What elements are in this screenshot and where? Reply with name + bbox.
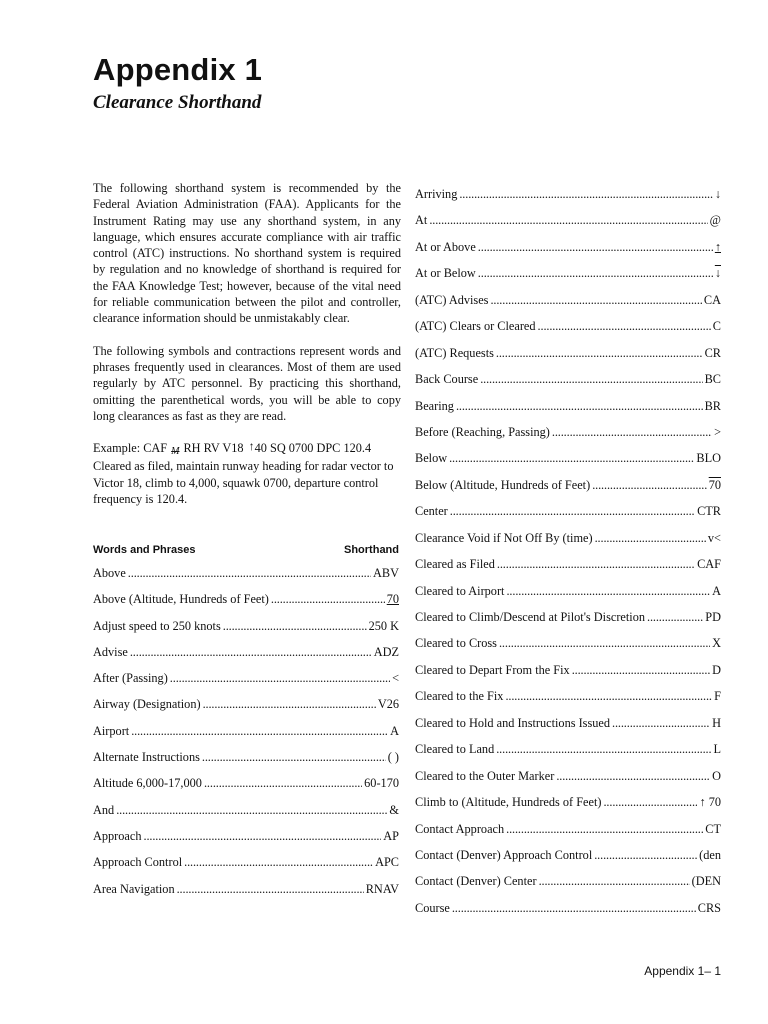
entry-shorthand: BC	[704, 372, 721, 387]
page-subtitle: Clearance Shorthand	[93, 92, 262, 113]
dot-leader	[223, 618, 367, 634]
entry-shorthand: BLO	[696, 451, 721, 466]
dot-leader	[204, 775, 362, 791]
dot-leader	[203, 696, 376, 712]
entry-shorthand: CA	[703, 292, 721, 307]
shorthand-entry	[415, 398, 721, 424]
entry-term: After (Passing)	[93, 671, 168, 686]
shorthand-entry	[93, 565, 399, 591]
dot-leader	[505, 688, 712, 704]
shorthand-entry	[415, 609, 721, 635]
entry-term: Climb to (Altitude, Hundreds of Feet)	[415, 795, 602, 810]
entry-term: Above (Altitude, Hundreds of Feet)	[93, 592, 269, 607]
shorthand-list-left	[93, 565, 399, 907]
dot-leader	[271, 591, 385, 607]
entry-term: Contact (Denver) Approach Control	[415, 847, 593, 862]
dot-leader	[538, 318, 711, 334]
entry-term: Advise	[93, 644, 128, 659]
entry-shorthand: BR	[704, 398, 721, 413]
dot-leader	[450, 503, 695, 519]
entry-shorthand: APC	[375, 855, 399, 870]
entry-term: Cleared to Hold and Instructions Issued	[415, 715, 611, 730]
shorthand-entry	[415, 583, 721, 609]
dot-leader	[572, 662, 710, 678]
entry-term: Bearing	[415, 398, 454, 413]
entry-term: Approach Control	[93, 855, 183, 870]
dot-leader	[478, 265, 713, 281]
dot-leader	[490, 292, 701, 308]
intro-paragraph-1: The following shorthand system is recommended by the Federal Aviation Administration (FAA). Applicants for the Instrument Rating may use any shorthand system, in any language, which ensures accurate compliance with air traffic control (ATC) instructions. No shorthand system is required by regulation and no knowledge of shorthand is required for the FAA Knowledge Test; however, because of the vital need for reliable communication between the pilot and controller, clearance information should be unmistakably clear.	[93, 181, 401, 326]
dot-leader	[429, 212, 707, 228]
shorthand-entry	[415, 265, 721, 291]
entry-shorthand: &	[389, 802, 399, 817]
shorthand-entry	[93, 696, 399, 722]
shorthand-entry	[415, 662, 721, 688]
example-suffix: 40 SQ 0700 DPC 120.4	[254, 441, 372, 456]
shorthand-entry	[415, 768, 721, 794]
entry-shorthand: 250 K	[368, 618, 399, 633]
at-or-below-arrow-icon: ↓	[714, 266, 721, 281]
entry-term: Alternate Instructions	[93, 750, 200, 765]
dot-leader	[116, 802, 387, 818]
entry-term: Cleared to the Outer Marker	[415, 768, 555, 783]
entry-shorthand: L	[713, 742, 721, 757]
entry-shorthand: (den	[699, 847, 721, 862]
dot-leader	[496, 345, 703, 361]
entry-term: Center	[415, 504, 448, 519]
shorthand-entry	[415, 345, 721, 371]
entry-shorthand: D	[712, 662, 721, 677]
entry-shorthand: CRS	[697, 900, 721, 915]
entry-term: At or Above	[415, 239, 476, 254]
dot-leader	[497, 556, 695, 572]
entry-term: Below	[415, 451, 448, 466]
entry-term: Cleared to Climb/Descend at Pilot's Discretion	[415, 610, 646, 624]
dot-leader	[128, 565, 371, 581]
entry-shorthand: 70	[386, 592, 399, 607]
entry-term: Cleared to Cross	[415, 636, 497, 651]
climb-arrow-icon: ↑	[248, 439, 255, 454]
entry-shorthand: ABV	[373, 566, 399, 580]
runway-heading-symbol: M	[171, 446, 180, 458]
intro-paragraph-2: The following symbols and contractions represent words and phrases frequently used in clearances. Most of them are used regularly by ATC personnel. By practicing this shorthand, omitting the parenthetical words, you will be able to copy long clearances as fast as they are read.	[93, 343, 401, 423]
words-column-header: Words and Phrases	[93, 544, 196, 556]
dot-leader	[177, 881, 364, 897]
entry-term: Approach	[93, 828, 142, 843]
dot-leader	[478, 239, 713, 255]
dot-leader	[595, 530, 706, 546]
dot-leader	[144, 828, 382, 844]
dot-leader	[594, 847, 697, 863]
dot-leader	[506, 821, 703, 837]
entry-shorthand: @	[709, 213, 721, 228]
dot-leader	[452, 900, 696, 916]
dot-leader	[556, 768, 710, 784]
entry-shorthand: C	[712, 319, 721, 334]
dot-leader	[612, 715, 710, 731]
shorthand-column-header: Shorthand	[344, 544, 399, 556]
dot-leader	[130, 644, 372, 660]
entry-shorthand: (DEN	[691, 874, 721, 889]
shorthand-entry	[415, 900, 721, 926]
shorthand-entry	[93, 802, 399, 828]
entry-shorthand: AP	[383, 828, 399, 843]
dot-leader	[496, 741, 711, 757]
shorthand-entry	[93, 670, 399, 696]
shorthand-entry	[93, 881, 399, 907]
entry-shorthand: RNAV	[365, 881, 399, 896]
shorthand-entry	[415, 688, 721, 714]
entry-term: Cleared to Airport	[415, 583, 505, 598]
shorthand-entry	[415, 503, 721, 529]
entry-term: Clearance Void if Not Off By (time)	[415, 530, 593, 545]
at-or-above-arrow-icon: ↑	[714, 239, 721, 254]
dot-leader	[647, 609, 703, 625]
entry-term: (ATC) Advises	[415, 292, 489, 307]
page-title: Appendix 1	[93, 52, 263, 87]
shorthand-entry	[415, 821, 721, 847]
entry-shorthand: X	[712, 636, 721, 651]
shorthand-entry	[415, 847, 721, 873]
entry-shorthand: >	[714, 424, 721, 439]
shorthand-entry	[93, 775, 399, 801]
entry-shorthand: PD	[705, 610, 721, 624]
example-clearance	[93, 440, 401, 507]
dot-leader	[552, 424, 712, 440]
entry-term: Contact Approach	[415, 821, 505, 836]
shorthand-entry	[93, 854, 399, 880]
entry-shorthand: CAF	[697, 557, 721, 572]
shorthand-entry	[415, 556, 721, 582]
entry-term: (ATC) Clears or Cleared	[415, 319, 536, 334]
example-middle: RH RV V18	[183, 441, 244, 456]
dot-leader	[131, 723, 388, 739]
entry-shorthand: 70	[708, 477, 721, 492]
entry-term: Area Navigation	[93, 881, 175, 896]
entry-shorthand: CT	[705, 821, 721, 836]
shorthand-entry	[415, 424, 721, 450]
shorthand-entry	[415, 450, 721, 476]
shorthand-entry	[93, 828, 399, 854]
intro-section	[93, 180, 401, 507]
entry-term: Cleared to Land	[415, 742, 495, 757]
dot-leader	[456, 398, 703, 414]
entry-term: Above	[93, 566, 126, 580]
entry-shorthand: ↑ 70	[699, 795, 721, 810]
table-header	[93, 543, 399, 557]
shorthand-entry	[415, 715, 721, 741]
dot-leader	[480, 371, 702, 387]
dot-leader	[170, 670, 390, 686]
dot-leader	[459, 186, 712, 202]
entry-term: Airway (Designation)	[93, 697, 201, 712]
entry-shorthand: H	[712, 715, 721, 730]
entry-term: Airport	[93, 723, 130, 738]
entry-shorthand: O	[712, 768, 721, 783]
entry-shorthand: 60-170	[364, 776, 399, 791]
shorthand-entry	[415, 530, 721, 556]
entry-term: Altitude 6,000-17,000	[93, 776, 202, 791]
entry-term: Arriving	[415, 187, 458, 201]
entry-term: Cleared to Depart From the Fix	[415, 662, 570, 677]
entry-shorthand: A	[712, 583, 721, 598]
entry-shorthand: v<	[707, 530, 721, 545]
shorthand-entry	[415, 186, 721, 212]
shorthand-entry	[415, 239, 721, 265]
shorthand-entry	[415, 741, 721, 767]
entry-term: (ATC) Requests	[415, 345, 494, 360]
arriving-arrow-icon: ↓	[714, 187, 721, 201]
entry-shorthand: A	[390, 723, 399, 738]
dot-leader	[603, 794, 697, 810]
page-number: Appendix 1– 1	[644, 964, 721, 978]
dot-leader	[506, 583, 710, 599]
entry-shorthand: <	[392, 671, 399, 686]
entry-shorthand: F	[714, 689, 721, 704]
shorthand-entry	[415, 318, 721, 344]
dot-leader	[592, 477, 707, 493]
dot-leader	[202, 749, 386, 765]
shorthand-entry	[415, 635, 721, 661]
shorthand-entry	[93, 591, 399, 617]
shorthand-entry	[93, 723, 399, 749]
dot-leader	[449, 450, 694, 466]
shorthand-entry	[93, 618, 399, 644]
shorthand-entry	[415, 873, 721, 899]
shorthand-list-right	[415, 186, 721, 926]
entry-shorthand: V26	[377, 697, 399, 712]
example-meaning: Cleared as filed, maintain runway heading for radar vector to Victor 18, climb to 4,000, squawk 0700, departure control frequency is 120.4.	[93, 459, 394, 507]
entry-term: Course	[415, 900, 450, 915]
dot-leader	[539, 873, 690, 889]
shorthand-entry	[415, 371, 721, 397]
entry-term: Adjust speed to 250 knots	[93, 618, 221, 633]
entry-term: Cleared as Filed	[415, 557, 495, 572]
entry-term: Below (Altitude, Hundreds of Feet)	[415, 477, 591, 492]
entry-term: Back Course	[415, 372, 479, 387]
shorthand-entry	[415, 794, 721, 820]
shorthand-entry	[93, 749, 399, 775]
example-prefix: Example: CAF	[93, 441, 168, 456]
entry-shorthand: ADZ	[373, 644, 399, 659]
shorthand-entry	[415, 292, 721, 318]
entry-shorthand: CTR	[697, 504, 721, 519]
shorthand-entry	[415, 212, 721, 238]
dot-leader	[499, 635, 710, 651]
entry-term: Cleared to the Fix	[415, 689, 504, 704]
entry-term: And	[93, 802, 115, 817]
entry-shorthand: ( )	[387, 750, 399, 765]
entry-term: At or Below	[415, 266, 476, 281]
dot-leader	[184, 854, 373, 870]
entry-term: Contact (Denver) Center	[415, 874, 537, 889]
entry-term: Before (Reaching, Passing)	[415, 424, 550, 439]
shorthand-entry	[415, 477, 721, 503]
shorthand-entry	[93, 644, 399, 670]
entry-term: At	[415, 213, 428, 228]
entry-shorthand: CR	[704, 345, 721, 360]
